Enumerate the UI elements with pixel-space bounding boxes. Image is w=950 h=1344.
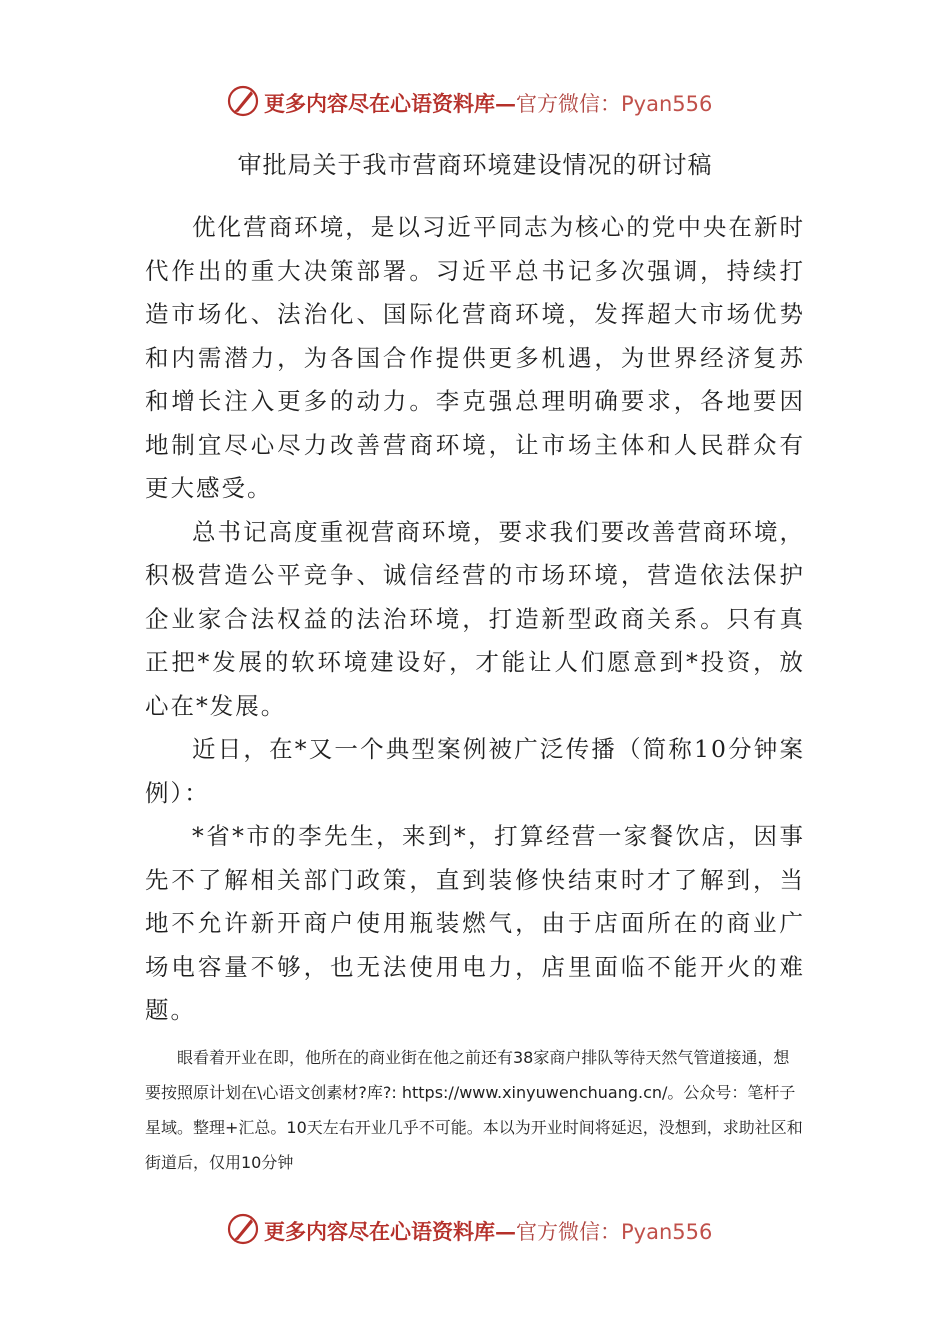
- quill-pen-logo-icon: [226, 84, 260, 118]
- footer-banner: [0, 1210, 950, 1250]
- paragraph: *省*市的李先生，来到*，打算经营一家餐饮店，因事先不了解相关部门政策，直到装修快结束时才了解到，当地不允许新开商户使用瓶装燃气，由于店面所在的商业广场电容量不够，也无法使用电力，店里面临不能开火的难题。: [145, 822, 805, 1024]
- banner-wechat-id: Pyan556: [621, 92, 713, 116]
- paragraph: 总书记高度重视营商环境，要求我们要改善营商环境，积极营造公平竞争、诚信经营的市场环境，营造依法保护企业家合法权益的法治环境，打造新型政商关系。只有真正把*发展的软环境建设好，才能让人们愿意到*投资，放心在*发展。: [145, 517, 805, 720]
- paragraph: 优化营商环境，是以习近平同志为核心的党中央在新时代作出的重大决策部署。习近平总书记多次强调，持续打造市场化、法治化、国际化营商环境，发挥超大市场优势和内需潜力，为各国合作提供更多机遇，为世界经济复苏和增长注入更多的动力。李克强总理明确要求，各地要因地制宜尽心尽力改善营商环境，让市场主体和人民群众有更大感受。: [145, 213, 805, 502]
- paragraph: 近日，在*又一个典型案例被广泛传播（简称10分钟案例）：: [145, 735, 805, 807]
- document-body: [145, 206, 805, 1033]
- banner-wechat-id: Pyan556: [621, 1220, 713, 1244]
- banner-text: [264, 88, 712, 118]
- header-banner: [0, 82, 950, 122]
- banner-wechat-label: 官方微信：: [516, 92, 621, 116]
- document-title: 审批局关于我市营商环境建设情况的研讨稿: [237, 151, 713, 179]
- banner-main-text: 更多内容尽在心语资料库—: [264, 1219, 516, 1244]
- banner-wechat-label: 官方微信：: [516, 1220, 621, 1244]
- banner-text: [264, 1216, 712, 1246]
- quill-pen-logo-icon: [226, 1212, 260, 1246]
- small-paragraph: 眼看着开业在即，他所在的商业街在他之前还有38家商户排队等待天然气管道接通，想要按照原计划在\心语文创素材?库?: https://www.xinyuwenchuang.cn/。公众号：笔杆子星域。整理+汇总。10天左右开业几乎不可能。本以为开业时间将延迟，没想到，求助社区和街道后，仅用10分钟: [145, 1048, 803, 1172]
- banner-main-text: 更多内容尽在心语资料库—: [264, 91, 516, 116]
